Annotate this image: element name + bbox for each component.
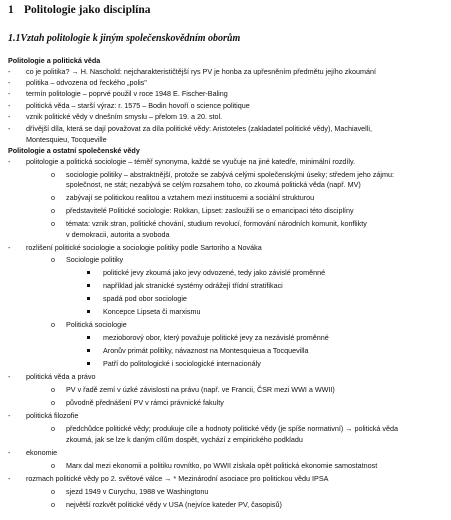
- list-item-text: sjezd 1949 v Curychu, 1988 ve Washingtonu: [66, 487, 209, 496]
- list-item-text: předchůdce politické vědy; produkuje cíle a hodnoty politické vědy (je spíše normativní) → politická věda: [66, 424, 398, 433]
- list-item-text: politická věda a právo: [26, 372, 96, 381]
- circle-bullet-icon: o: [51, 170, 55, 179]
- list-item-text: zabývají se politickou realitou a vztahem mezi institucemi a sociální strukturou: [66, 193, 315, 202]
- list-item-text: Politická sociologie: [66, 320, 127, 329]
- list-item-text: rozlišení politické sociologie a sociologie politiky podle Sartoriho a Nováka: [26, 243, 262, 252]
- list-item-text: rozmach politické vědy po 2. světové válce → * Mezinárodní asociace pro politickou vědu IPSA: [26, 474, 329, 483]
- dash-bullet-icon: -: [8, 372, 11, 381]
- list-item-text: původně přednášení PV v rámci právnické fakulty: [66, 398, 224, 407]
- dash-bullet-icon: -: [8, 67, 11, 76]
- square-bullet-icon: [87, 284, 90, 287]
- list-item-text: Marx dal mezi ekonomii a politiku rovnítko, po WWII získala opět politická ekonomie samostatnost: [66, 461, 378, 470]
- dash-bullet-icon: -: [8, 89, 11, 98]
- circle-bullet-icon: o: [51, 424, 55, 433]
- list-item-text: představitelé Politické sociologie: Rokkan, Lipset: zasloužili se o emancipaci této disciplíny: [66, 206, 354, 215]
- circle-bullet-icon: o: [51, 487, 55, 496]
- list-item-text: zkoumá, jak se lze k daným cílům dospět, vychází z empirického podkladu: [66, 435, 303, 444]
- chapter-heading: [8, 6, 151, 15]
- list-item-text: Montesquieu, Tocqueville: [26, 135, 107, 144]
- list-item-text: sociologie politiky – abstraktnější, protože se zabývá celými společenskými úseky; středem jeho zájmu:: [66, 170, 394, 179]
- chapter-title: Politologie jako disciplína: [24, 4, 151, 16]
- list-item-text: politická věda – starší výraz: r. 1575 – Bodin hovoří o science politique: [26, 101, 250, 110]
- list-item-text: Patří do politologické i sociologické internacionály: [103, 359, 261, 368]
- circle-bullet-icon: o: [51, 398, 55, 407]
- dash-bullet-icon: -: [8, 157, 11, 166]
- list-item-text: termín politologie – poprvé použil v roce 1948 E. Fischer-Baling: [26, 89, 228, 98]
- square-bullet-icon: [87, 336, 90, 339]
- circle-bullet-icon: o: [51, 193, 55, 202]
- circle-bullet-icon: o: [51, 206, 55, 215]
- square-bullet-icon: [87, 271, 90, 274]
- dash-bullet-icon: -: [8, 101, 11, 110]
- dash-bullet-icon: -: [8, 448, 11, 457]
- list-item-text: Sociologie politiky: [66, 255, 124, 264]
- list-item-text: vznik politické vědy v dnešním smyslu – přelom 19. a 20. stol.: [26, 112, 223, 121]
- section-heading: 1.1Vztah politologie k jiným společenskovědním oborům: [8, 33, 241, 44]
- square-bullet-icon: [87, 297, 90, 300]
- list-item-text: témata: vznik stran, politické chování, studium revolucí, formování národních komunit, konflikty: [66, 219, 367, 228]
- list-item-text: politika – odvozena od řeckého „polis": [26, 78, 147, 87]
- list-item-text: spadá pod obor sociologie: [103, 294, 187, 303]
- circle-bullet-icon: o: [51, 219, 55, 228]
- list-item-text: například jak stranické systémy odrážejí třídní stratifikaci: [103, 281, 283, 290]
- square-bullet-icon: [87, 362, 90, 365]
- list-item-text: co je politika? → H. Naschold: nejcharakterističtější rys PV je honba za upřesněním předmětu jejího zkoumání: [26, 67, 376, 76]
- square-bullet-icon: [87, 310, 90, 313]
- list-item-text: politická filozofie: [26, 411, 79, 420]
- list-item-text: PV v řadě zemí v úzké závislosti na právu (např. ve Francii, ČSR mezi WWI a WWII): [66, 385, 335, 394]
- section-subheading: Politologie a politická věda: [8, 56, 101, 65]
- dash-bullet-icon: -: [8, 124, 11, 133]
- circle-bullet-icon: o: [51, 255, 55, 264]
- dash-bullet-icon: -: [8, 474, 11, 483]
- list-item-text: Koncepce Lipseta či marxismu: [103, 307, 201, 316]
- list-item-text: v demokracii, autorita a svoboda: [66, 230, 170, 239]
- section-subheading: Politologie a ostatní společenské vědy: [8, 146, 140, 155]
- dash-bullet-icon: -: [8, 243, 11, 252]
- dash-bullet-icon: -: [8, 411, 11, 420]
- list-item-text: politologie a politická sociologie – téměř synonyma, každé se vyučuje na jiné katedře, minimální rozdíly.: [26, 157, 356, 166]
- list-item-text: politické jevy zkoumá jako jevy odvozené, tedy jako závislé proměnné: [103, 268, 326, 277]
- list-item-text: největší rozkvět politické vědy v USA (nejvíce kateder PV, časopisů): [66, 500, 282, 509]
- square-bullet-icon: [87, 349, 90, 352]
- circle-bullet-icon: o: [51, 385, 55, 394]
- list-item-text: dřívější díla, která se dají považovat za díla politické vědy: Aristoteles (zakladatel politické vědy), Machiavelli,: [26, 124, 372, 133]
- list-item-text: ekonomie: [26, 448, 58, 457]
- list-item-text: mezioborový obor, který považuje politické jevy za nezávislé proměnné: [103, 333, 329, 342]
- list-item-text: společnost, ne stát; nezabývá se celým rozsahem toho, co zkoumá politická věda (např. MV): [66, 180, 361, 189]
- circle-bullet-icon: o: [51, 500, 55, 509]
- chapter-number: 1: [8, 4, 14, 16]
- list-item-text: Aronův primát politiky, návaznost na Montesquieua a Tocquevilla: [103, 346, 309, 355]
- circle-bullet-icon: o: [51, 320, 55, 329]
- dash-bullet-icon: -: [8, 112, 11, 121]
- dash-bullet-icon: -: [8, 78, 11, 87]
- circle-bullet-icon: o: [51, 461, 55, 470]
